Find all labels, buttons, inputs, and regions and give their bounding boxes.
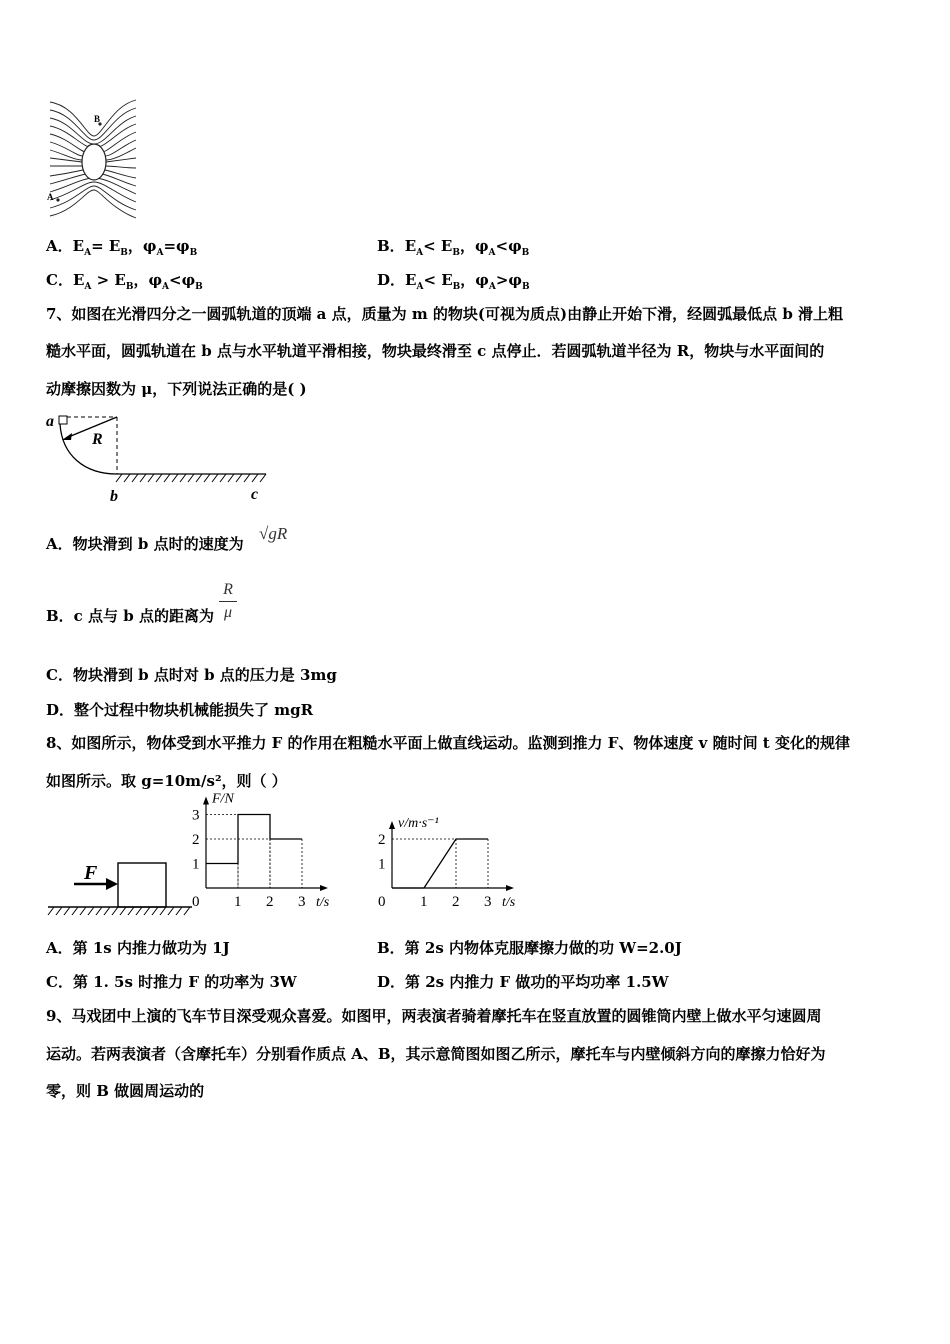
- q7-option-c: C．物块滑到 b 点时对 b 点的压力是 3mg: [46, 666, 337, 684]
- q8-stem-line-2: 如图所示。取 g=10m/s²，则（ ）: [46, 772, 287, 790]
- q6-option-b: B．$E_A< E_B$，$\varphi_A<\varphi_B$: [377, 237, 530, 258]
- block-push-figure: [46, 855, 194, 917]
- series-line: [392, 839, 488, 888]
- x-tick-label: 3: [484, 894, 492, 910]
- y-tick-label: 2: [378, 832, 386, 848]
- q9-stem-line-3: 零，则 B 做圆周运动的: [46, 1082, 205, 1100]
- x-axis-label: t/s: [316, 895, 330, 910]
- point-c-label: c: [251, 486, 259, 503]
- field-lines-figure: [46, 96, 142, 220]
- q8-option-d: D．第 2s 内推力 F 做功的平均功率 1.5W: [377, 973, 669, 991]
- q9-stem-line-2: 运动。若两表演者（含摩托车）分别看作质点 A、B，其示意简图如图乙所示，摩托车与内壁倾斜方向的摩擦力恰好为: [46, 1045, 826, 1063]
- point-b-label: B: [94, 114, 101, 124]
- q7-option-d: D．整个过程中物块机械能损失了 mgR: [46, 701, 314, 719]
- x-tick-label: 1: [420, 894, 428, 910]
- q7-option-b: B．c 点与 b 点的距离为: [46, 607, 214, 625]
- q7-option-a: A．物块滑到 b 点时的速度为: [46, 535, 244, 553]
- q7-stem-line-3: 动摩擦因数为 μ，下列说法正确的是( ): [46, 380, 307, 398]
- q7-stem-line-1: 7、如图在光滑四分之一圆弧轨道的顶端 a 点，质量为 m 的物块(可视为质点)由静止开始下滑，经圆弧最低点 b 滑上粗: [46, 305, 844, 323]
- point-b-label: b: [110, 488, 118, 505]
- force-label: F: [84, 862, 98, 884]
- x-axis-arrow: [320, 885, 328, 891]
- x-tick-label: 1: [234, 894, 242, 910]
- radius-label: R: [92, 431, 103, 448]
- x-tick-label: 3: [298, 894, 306, 910]
- x-axis-label: t/s: [502, 895, 516, 910]
- x-tick-label: 2: [452, 894, 460, 910]
- point-a-label: a: [46, 413, 54, 430]
- y-axis-label: F/N: [212, 791, 234, 807]
- q8-option-b: B．第 2s 内物体克服摩擦力做的功 W=2.0J: [377, 939, 682, 957]
- y-tick-label: 1: [192, 856, 200, 873]
- q6-option-d: D．$E_A< E_B$，$\varphi_A>\varphi_B$: [377, 271, 530, 292]
- q7-option-a-formula: √gR: [259, 524, 288, 543]
- point-a-label: A: [47, 192, 54, 202]
- q7-option-b-fraction: R μ: [219, 580, 237, 623]
- x-axis-arrow: [506, 885, 514, 891]
- q6-option-c: C．$E_A > E_B$，$\varphi_A<\varphi_B$: [46, 271, 203, 292]
- arc-track-figure: [44, 410, 274, 506]
- y-tick-label: 2: [192, 832, 200, 848]
- x-tick-label: 0: [192, 894, 200, 910]
- q6-option-a: A．$E_A= E_B$，$\varphi_A=\varphi_B$: [46, 237, 198, 258]
- x-tick-label: 2: [266, 894, 274, 910]
- q8-option-a: A．第 1s 内推力做功为 1J: [46, 939, 230, 957]
- force-time-chart: [186, 791, 346, 918]
- y-axis-label: v/m·s⁻¹: [398, 816, 439, 831]
- q9-stem-line-1: 9、马戏团中上演的飞车节目深受观众喜爱。如图甲，两表演者骑着摩托车在竖直放置的圆锥筒内壁上做水平匀速圆周: [46, 1007, 822, 1025]
- x-tick-label: 0: [378, 894, 386, 910]
- y-tick-label: 3: [192, 807, 200, 824]
- q8-stem-line-1: 8、如图所示，物体受到水平推力 F 的作用在粗糙水平面上做直线运动。监测到推力 F、物体速度 v 随时间 t 变化的规律: [46, 734, 850, 752]
- y-tick-label: 1: [378, 856, 386, 873]
- velocity-time-chart: [372, 800, 532, 918]
- y-axis-arrow: [389, 821, 395, 829]
- q8-option-c: C．第 1. 5s 时推力 F 的功率为 3W: [46, 973, 297, 991]
- y-axis-arrow: [203, 797, 209, 805]
- q7-stem-line-2: 糙水平面，圆弧轨道在 b 点与水平轨道平滑相接，物块最终滑至 c 点停止．若圆弧轨道半径为 R，物块与水平面间的: [46, 342, 825, 360]
